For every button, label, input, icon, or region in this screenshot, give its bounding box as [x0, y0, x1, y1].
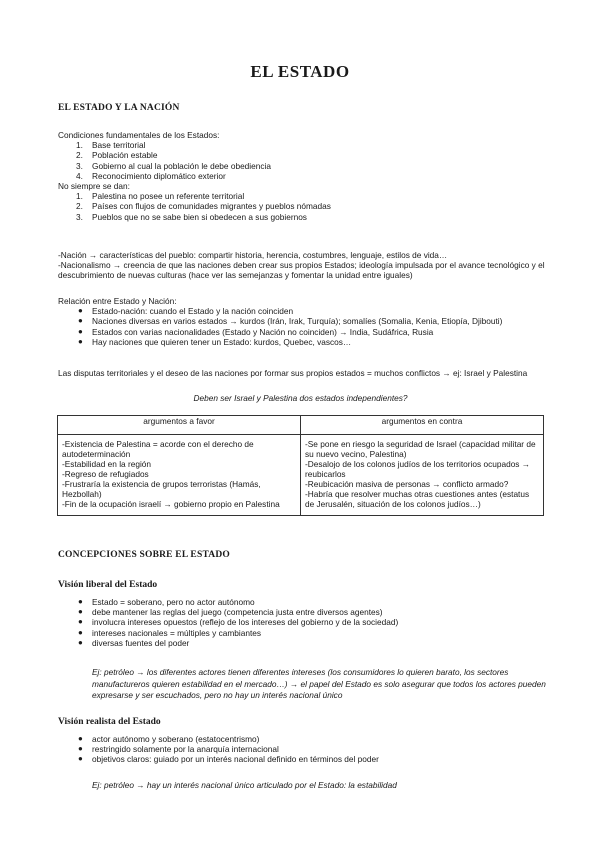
arguments-for-cell: -Existencia de Palestina = acorde con el derecho de autodeterminación -Estabilidad en la región -Regreso de refugiados -Frustraría la existencia de grupos terroristas (Hamás, Hezbollah) -Fin de la ocupación israelí → gobierno propio en Palestina	[58, 435, 301, 516]
realist-heading: Visión realista del Estado	[58, 717, 161, 727]
realist-example: Ej: petróleo → hay un interés nacional único articulado por el Estado: la estabilidad	[92, 780, 397, 790]
not-always-intro: No siempre se dan:	[58, 181, 130, 192]
conditions-intro: Condiciones fundamentales de los Estados:	[58, 130, 220, 140]
table-row	[58, 435, 544, 516]
relations-intro: Relación entre Estado y Nación:	[58, 296, 177, 306]
relations-block	[58, 296, 558, 347]
list-item: ● Hay naciones que quieren tener un Estado: kurdos, Quebec, vascos…	[78, 336, 352, 347]
page-title: EL ESTADO	[250, 62, 350, 81]
arguments-against-cell: -Se pone en riesgo la seguridad de Israel (capacidad militar de su nuevo vecino, Palestina) -Desalojo de los colonos judíos de los territorios ocupados → reubicarlos -Reubicación masiva de personas → conflicto armado? -Habría que resolver muchas otras cuestiones antes (estatus de Jerusalén, situación de los colonos judíos…)	[301, 435, 544, 516]
definitions-block	[58, 250, 558, 281]
list-item: ● diversas fuentes del poder	[78, 637, 190, 648]
list-item: ● Estado-nación: cuando el Estado y la nación coinciden	[78, 306, 294, 317]
realist-list	[58, 734, 558, 765]
liberal-list-block	[58, 597, 558, 648]
list-item: ● restringido solamente por la anarquía internacional	[78, 744, 279, 755]
header-against: argumentos en contra	[301, 416, 544, 435]
realist-list-block	[58, 734, 558, 765]
section-heading-estado-nacion: EL ESTADO Y LA NACIÓN	[58, 103, 180, 113]
header-for: argumentos a favor	[58, 416, 301, 435]
list-item: 1. Palestina no posee un referente territorial	[76, 191, 245, 202]
list-item: ● intereses nacionales = múltiples y cambiantes	[78, 627, 262, 638]
liberal-heading: Visión liberal del Estado	[58, 580, 158, 590]
list-item: 3. Gobierno al cual la población le debe obediencia	[76, 160, 271, 171]
list-item: 4. Reconocimiento diplomático exterior	[76, 170, 226, 181]
list-item: ● objetivos claros: guiado por un interés nacional definido en términos del poder	[78, 754, 379, 765]
list-item: 3. Pueblos que no se sabe bien si obedecen a sus gobiernos	[76, 211, 307, 222]
list-item: 1. Base territorial	[76, 140, 146, 151]
list-item: ● Estados con varias nacionalidades (Estado y Nación no coinciden) → India, Sudáfrica, Rusia	[78, 326, 434, 337]
disputes-paragraph: Las disputas territoriales y el deseo de las naciones por formar sus propios estados = muchos conflictos → ej: Israel y Palestina	[58, 368, 528, 378]
table-header-row	[58, 416, 544, 435]
conditions-block	[58, 130, 558, 222]
list-item: ● debe mantener las reglas del juego (competencia justa entre diversos agentes)	[78, 607, 383, 618]
section-heading-concepciones: CONCEPCIONES SOBRE EL ESTADO	[58, 550, 230, 560]
list-item: 2. Países con flujos de comunidades migrantes y pueblos nómadas	[76, 201, 331, 212]
list-item: ● actor autónomo y soberano (estatocentrismo)	[78, 734, 260, 744]
nacionalismo-definition: -Nacionalismo → creencia de que las naciones deben crear sus propios Estados; ideología impulsada por el avance tecnológico y el descubrimiento de nuevas culturas (hace ver las semejanzas y fomentar la unidad entre iguales)	[58, 260, 545, 281]
relations-list	[58, 306, 558, 347]
table-question: Deben ser Israel y Palestina dos estados independientes?	[193, 393, 408, 403]
conditions-list	[58, 140, 558, 181]
liberal-list	[58, 597, 558, 648]
list-item: ● Estado = soberano, pero no actor autónomo	[78, 597, 255, 607]
list-item: 2. Población estable	[76, 150, 158, 161]
nacion-definition: -Nación → características del pueblo: compartir historia, herencia, costumbres, lenguaje, estilos de vida…	[58, 250, 448, 260]
liberal-example: Ej: petróleo → los diferentes actores tienen diferentes intereses (los consumidores lo quieren barato, los sectores manufactureros quieren estabilidad en el mercado…) → el papel del Estado es solo asegurar que todos los actores pueden expresarse y ser escuchados, pero no hay un interés nacional único	[92, 667, 546, 700]
list-item: ● involucra intereses opuestos (reflejo de los intereses del gobierno y de la sociedad)	[78, 617, 399, 628]
list-item: ● Naciones diversas en varios estados → kurdos (Irán, Irak, Turquía); somalíes (Somalia, Kenia, Etiopía, Djibouti)	[78, 316, 503, 327]
not-always-list	[58, 191, 558, 222]
arguments-table	[57, 415, 544, 516]
